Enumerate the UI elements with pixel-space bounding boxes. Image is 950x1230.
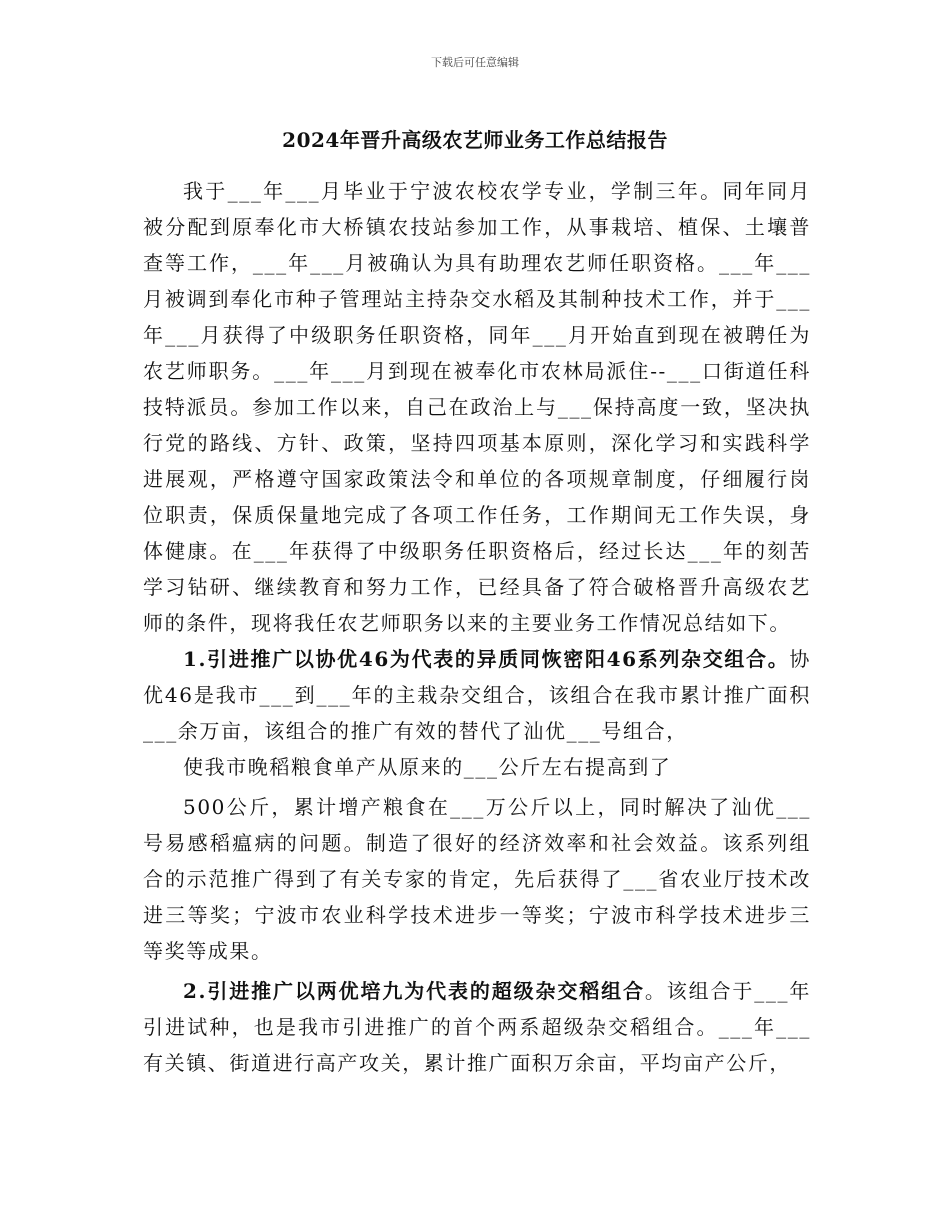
paragraph-intro: 我于___年___月毕业于宁波农校农学专业，学制三年。同年同月被分配到原奉化市大桥镇农技站参加工作，从事栽培、植保、土壤普查等工作，___年___月被确认为具有助理农艺师任职资格。___年___月被调到奉化市种子管理站主持杂交水稻及其制种技术工作，并于___年___月获得了中级职务任职资格，同年___月开始直到现在被聘任为农艺师职务。___年___月到现在被奉化市农林局派住--___口街道任科技特派员。参加工作以来，自己在政治上与___保持高度一致，坚决执行党的路线、方针、政策，坚持四项基本原则，深化学习和实践科学进展观，严格遵守国家政策法令和单位的各项规章制度，仔细履行岗位职责，保质保量地完成了各项工作任务，工作期间无工作失误，身体健康。在___年获得了中级职务任职资格后，经过长达___年的刻苦学习钻研、继续教育和努力工作，已经具备了符合破格晋升高级农艺师的条件，现将我任农艺师职务以来的主要业务工作情况总结如下。 bbox=[143, 179, 811, 635]
paragraph-section-2 bbox=[143, 973, 811, 1081]
header-note: 下载后可任意编辑 bbox=[431, 56, 519, 69]
section-2-heading: 2.引进推广以两优培九为代表的超级杂交稻组合 bbox=[183, 979, 645, 1003]
section-1-text: 协优46是我市___到___年的主栽杂交组合，该组合在我市累计推广面积___余万亩，该组合的推广有效的替代了汕优___号组合， bbox=[143, 647, 811, 743]
document-title: 2024年晋升高级农艺师业务工作总结报告 bbox=[282, 128, 668, 152]
paragraph-section-1 bbox=[143, 641, 811, 749]
paragraph-results: 500公斤，累计增产粮食在___万公斤以上，同时解决了汕优___号易感稻瘟病的问题。制造了很好的经济效率和社会效益。该系列组合的示范推广得到了有关专家的肯定，先后获得了___省农业厅技术改进三等奖；宁波市农业科学技术进步一等奖；宁波市科学技术进步三等奖等成果。 bbox=[143, 795, 811, 963]
document-body bbox=[143, 173, 811, 1081]
section-2-text: 。该组合于___年引进试种，也是我市引进推广的首个两系超级杂交稻组合。___年___有关镇、街道进行高产攻关，累计推广面积万余亩，平均亩产公斤， bbox=[143, 979, 811, 1075]
section-1-heading: 1.引进推广以协优46为代表的异质同恢密阳46系列杂交组合。 bbox=[183, 647, 790, 671]
paragraph-yield: 使我市晚稻粮食单产从原来的___公斤左右提高到了 bbox=[183, 755, 672, 779]
